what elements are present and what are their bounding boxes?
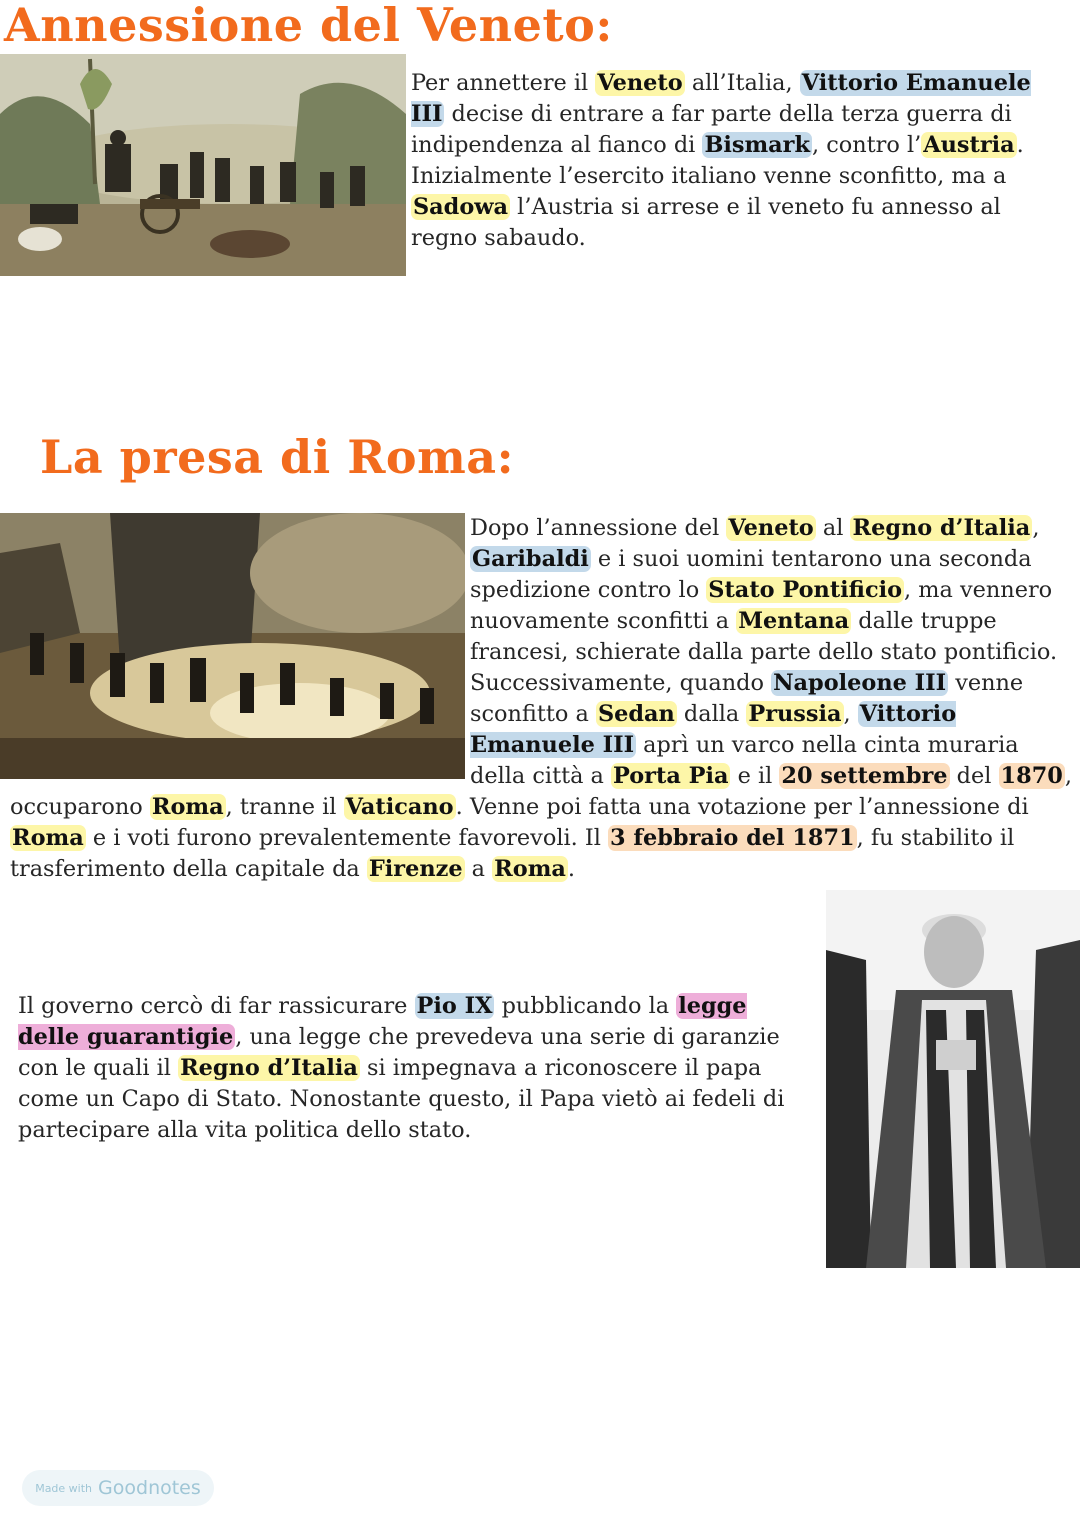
porta-pia-painting-image — [0, 513, 465, 779]
made-with-goodnotes-badge — [22, 1470, 214, 1506]
goodnotes-logo: Goodnotes — [98, 1477, 201, 1499]
made-with-label: Made with — [35, 1481, 93, 1495]
battle-painting-image — [0, 54, 406, 276]
section-title-roma: La presa di Roma: — [40, 430, 515, 484]
veneto-paragraph: Per annettere il Veneto all’Italia, Vittorio Emanuele III decise di entrare a far parte della terza guerra di indipendenza al fianco di Bismark, contro l’Austria. Inizialmente l’esercito italiano venne sconfitto, ma a Sadowa l’Austria si arrese e il veneto fu annesso al regno sabaudo. — [411, 70, 1031, 251]
section-title-veneto: Annessione del Veneto: — [4, 0, 613, 52]
guarantigie-paragraph: Il governo cercò di far rassicurare Pio IX pubblicando la legge delle guarantigie, una legge che prevedeva una serie di garanzie con le quali il Regno d’Italia si impegnava a riconoscere il papa come un Capo di Stato. Nonostante questo, il Papa vietò ai fedeli di partecipare alla vita politica dello stato. — [18, 993, 785, 1143]
roma-paragraph: Dopo l’annessione del Veneto al Regno d’Italia, Garibaldi e i suoi uomini tentarono una seconda spedizione contro lo Stato Pontificio, ma vennero nuovamente sconfitti a Mentana dalle truppe francesi, schierate dalla parte dello stato pontificio. Successivamente, quando Napoleone III venne sconfitto a Sedan dalla Prussia, Vittorio Emanuele III aprì un varco nella cinta muraria della città a Porta Pia e il 20 settembre del 1870, occuparono Roma, tranne il Vaticano. Venne poi fatta una votazione per l’annessione di Roma e i voti furono prevalentemente favorevoli. Il 3 febbraio del 1871, fu stabilito il trasferimento della capitale da Firenze a Roma. — [10, 513, 1072, 885]
pio-ix-portrait-image — [826, 890, 1080, 1268]
